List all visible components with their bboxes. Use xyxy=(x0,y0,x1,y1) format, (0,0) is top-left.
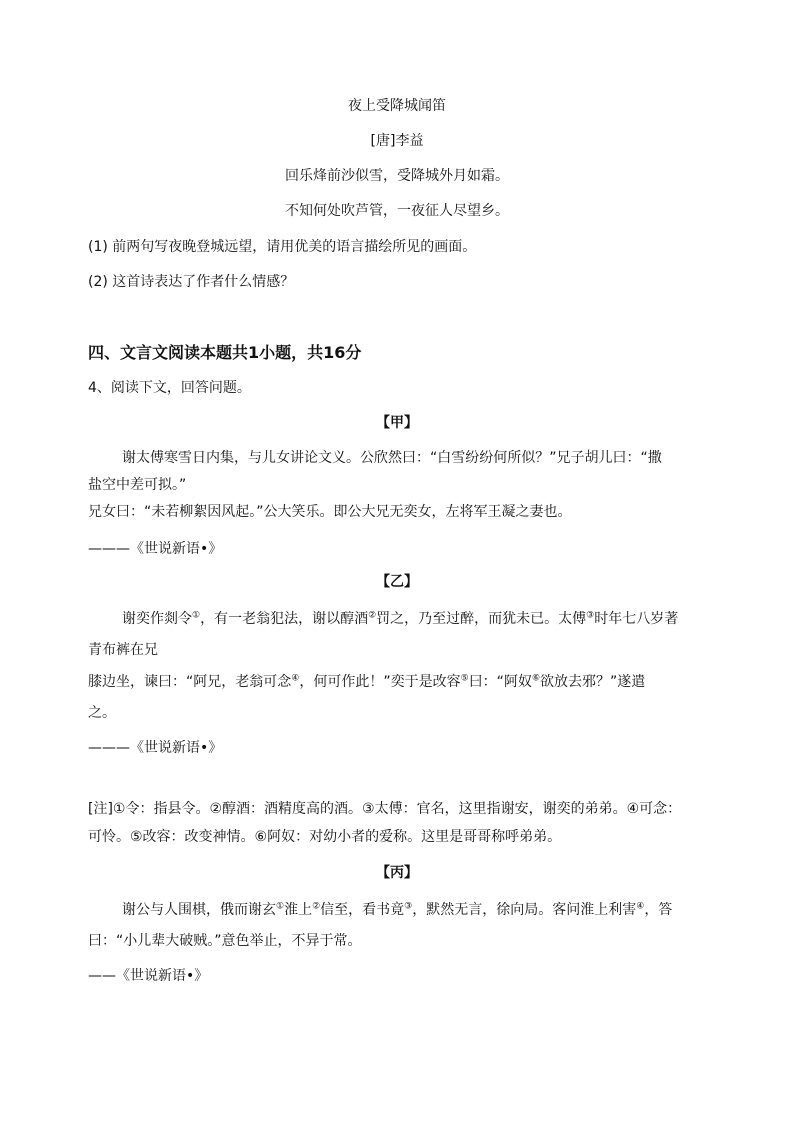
passage-yi-line-2: 青布裤在兄 xyxy=(88,642,158,658)
passage-label-yi: 【乙】 xyxy=(376,574,418,590)
footnote-marker: ③ xyxy=(586,610,595,621)
passage-jia-line-2: 盐空中差可拟。” xyxy=(88,477,187,493)
poem-title: 夜上受降城闻笛 xyxy=(348,98,446,114)
passage-jia-source: ———《世说新语•》 xyxy=(88,541,223,557)
footnote-marker: ① xyxy=(192,610,201,621)
footnote-marker: ② xyxy=(368,610,377,621)
footnote-marker: ③ xyxy=(404,901,413,912)
passage-jia-line-3: 兄女曰：“未若柳絮因风起。”公大笑乐。即公大兄无奕女，左将军王凝之妻也。 xyxy=(88,504,572,520)
section-instruction: 4、阅读下文，回答问题。 xyxy=(88,380,251,396)
passage-yi-line-1: 谢奕作剡令①，有一老翁犯法，谢以醇酒②罚之，乃至过醉，而犹未已。太傅③时年七八岁著 xyxy=(122,610,679,627)
poem-line-2: 不知何处吹芦管，一夜征人尽望乡。 xyxy=(285,203,509,219)
notes-line-2: 可怜。⑤改容：改变神情。⑥阿奴：对幼小者的爱称。这里是哥哥称呼弟弟。 xyxy=(88,829,562,845)
footnote-marker: ⑤ xyxy=(460,673,469,684)
footnote-marker: ④ xyxy=(636,901,645,912)
passage-yi-source: ———《世说新语•》 xyxy=(88,740,223,756)
poem-author: [唐]李益 xyxy=(370,133,424,149)
footnote-marker: ② xyxy=(312,901,321,912)
notes-line-1: [注]①令：指县令。②醇酒：酒精度高的酒。③太傅：官名，这里指谢安，谢奕的弟弟。④可念： xyxy=(88,801,682,817)
passage-bing-line-2: 曰：“小儿辈大破贼。”意色举止，不异于常。 xyxy=(88,933,362,949)
footnote-marker: ④ xyxy=(291,673,300,684)
poem-question-1: (1) 前两句写夜晚登城远望，请用优美的语言描绘所见的画面。 xyxy=(88,239,477,255)
passage-jia-line-1: 谢太傅寒雪日内集，与儿女讲论文义。公欣然曰：“白雪纷纷何所似？”兄子胡儿曰：“撒 xyxy=(122,450,662,466)
passage-label-bing: 【丙】 xyxy=(376,865,418,881)
poem-line-1: 回乐烽前沙似雪，受降城外月如霜。 xyxy=(285,168,509,184)
passage-label-jia: 【甲】 xyxy=(376,415,418,431)
poem-question-2: (2) 这首诗表达了作者什么情感？ xyxy=(88,274,295,290)
footnote-marker: ① xyxy=(276,901,285,912)
passage-bing-line-1: 谢公与人围棋，俄而谢玄①淮上②信至，看书竟③，默然无言，徐向局。客问淮上利害④，答 xyxy=(122,901,673,918)
footnote-marker: ⑥ xyxy=(531,673,541,684)
section-heading: 四、文言文阅读本题共1小题，共16分 xyxy=(88,343,362,362)
passage-yi-line-4: 之。 xyxy=(88,705,116,721)
passage-yi-line-3: 膝边坐，谏曰：“阿兄，老翁可念④，何可作此！”奕于是改容⑤曰：“阿奴⑥欲放去邪？”遂遣 xyxy=(88,673,646,690)
passage-bing-source: ——《世说新语•》 xyxy=(88,968,209,984)
